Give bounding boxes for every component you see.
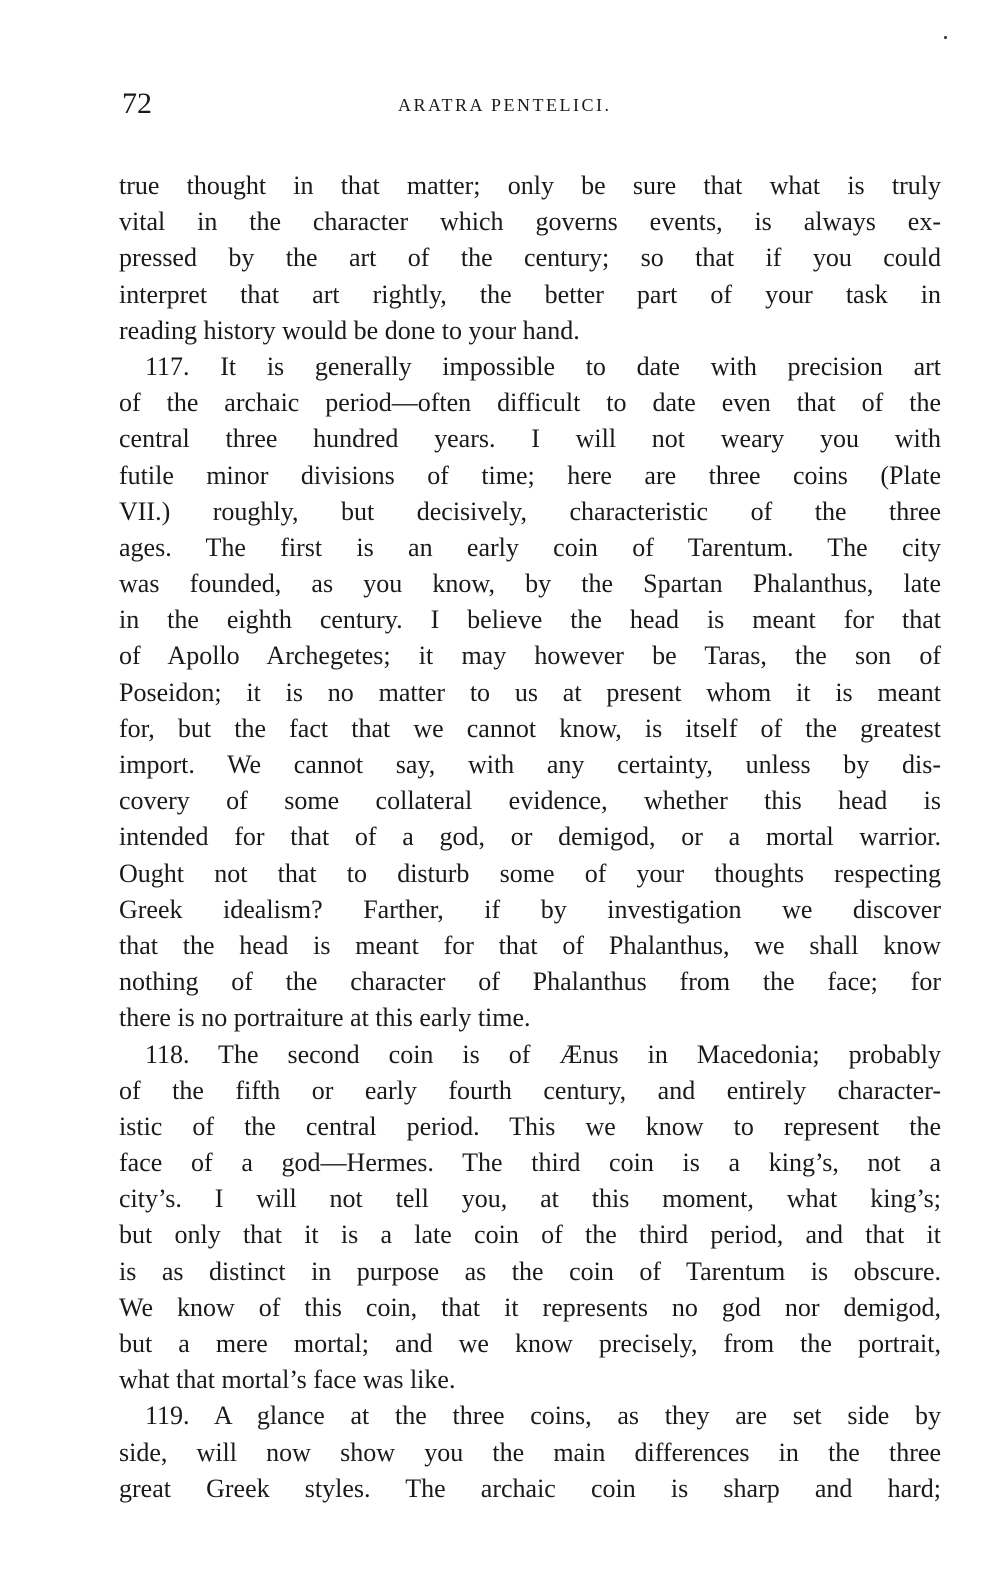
text-line: of Apollo Archegetes; it may however be Taras, the son of — [119, 641, 941, 671]
text-line: there is no portraiture at this early time. — [119, 1003, 531, 1033]
text-line: in the eighth century. I believe the head is meant for that — [119, 605, 941, 635]
text-line: pressed by the art of the century; so that if you could — [119, 243, 941, 273]
text-line: istic of the central period. This we know to represent the — [119, 1111, 941, 1141]
text-line: futile minor divisions of time; here are three coins (Plate — [119, 460, 941, 490]
text-line: nothing of the character of Phalanthus from the face; for — [119, 967, 941, 997]
text-line: side, will now show you the main differences in the three — [119, 1437, 941, 1467]
text-line: of the fifth or early fourth century, and entirely character- — [119, 1075, 941, 1105]
paragraph-118-start: 118. The second coin is of Ænus in Macedonia; probably — [119, 1039, 941, 1069]
text-line: reading history would be done to your hand. — [119, 315, 580, 345]
body-text — [119, 168, 941, 1507]
text-line: covery of some collateral evidence, whether this head is — [119, 786, 941, 816]
text-line: central three hundred years. I will not weary you with — [119, 424, 941, 454]
paragraph-117-start: 117. It is generally impossible to date with precision art — [119, 351, 941, 381]
text-line: vital in the character which governs events, is always ex- — [119, 207, 941, 237]
text-line: VII.) roughly, but decisively, characteristic of the three — [119, 496, 941, 526]
text-line: import. We cannot say, with any certainty, unless by dis- — [119, 750, 941, 779]
text-line: true thought in that matter; only be sure that what is truly — [119, 171, 941, 200]
text-line: city’s. I will not tell you, at this moment, what king’s; — [119, 1184, 941, 1214]
text-line: intended for that of a god, or demigod, or a mortal warrior. — [119, 822, 941, 852]
page-number: 72 — [122, 87, 152, 120]
text-line: Poseidon; it is no matter to us at present whom it is meant — [119, 677, 941, 707]
text-line: is as distinct in purpose as the coin of Tarentum is obscure. — [119, 1256, 941, 1286]
text-line: that the head is meant for that of Phalanthus, we shall know — [119, 930, 941, 960]
text-line: great Greek styles. The archaic coin is sharp and hard; — [119, 1473, 941, 1503]
paragraph-119-start: 119. A glance at the three coins, as they are set side by — [119, 1401, 941, 1431]
ink-speck — [944, 36, 947, 39]
text-line: face of a god—Hermes. The third coin is a king’s, not a — [119, 1148, 941, 1178]
text-line: We know of this coin, that it represents no god nor demigod, — [119, 1292, 941, 1322]
text-line: of the archaic period—often difficult to date even that of the — [119, 388, 941, 418]
running-title: ARATRA PENTELICI. — [398, 95, 612, 115]
text-line: was founded, as you know, by the Spartan Phalanthus, late — [119, 569, 941, 599]
text-line: what that mortal’s face was like. — [119, 1365, 456, 1395]
text-line: but only that it is a late coin of the third period, and that it — [119, 1220, 941, 1250]
text-line: interpret that art rightly, the better part of your task in — [119, 279, 941, 309]
text-line: Greek idealism? Farther, if by investigation we discover — [119, 894, 941, 924]
text-line: for, but the fact that we cannot know, is itself of the greatest — [119, 713, 941, 743]
text-line: Ought not that to disturb some of your thoughts respecting — [119, 858, 941, 888]
text-line: ages. The first is an early coin of Tarentum. The city — [119, 532, 941, 562]
text-line: but a mere mortal; and we know precisely, from the portrait, — [119, 1329, 941, 1358]
